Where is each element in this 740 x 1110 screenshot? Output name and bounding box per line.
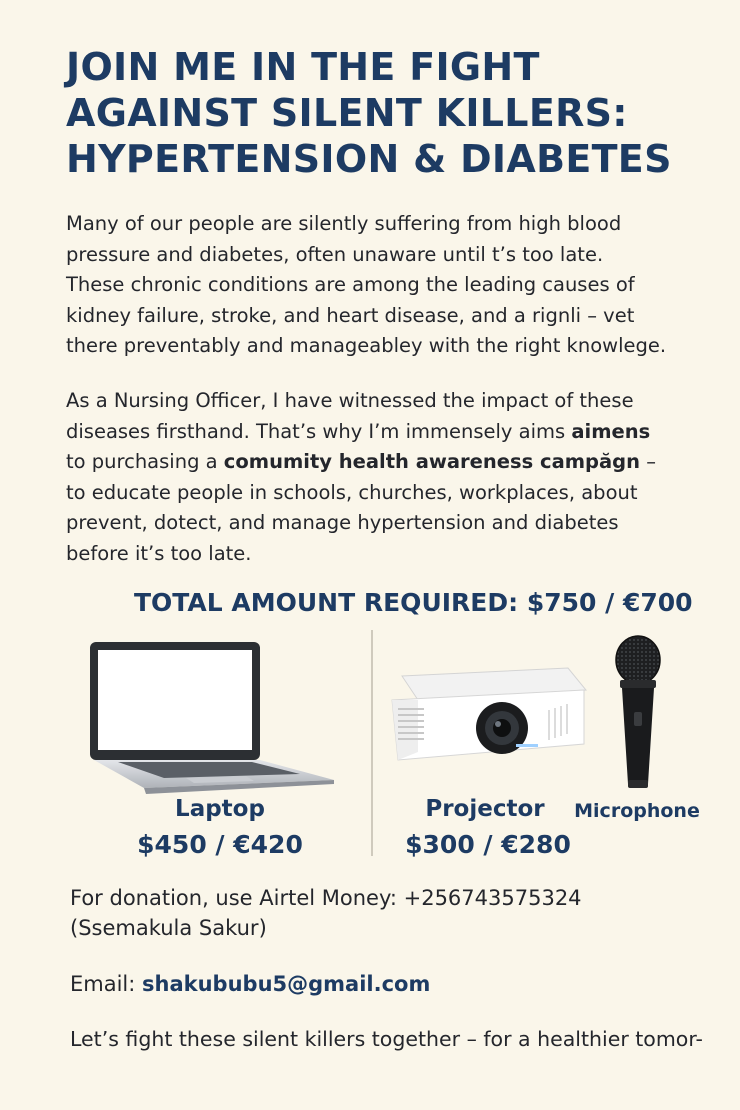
projector-icon [388, 660, 588, 766]
projector-label: Projector [425, 796, 545, 822]
paragraph-line [66, 447, 686, 478]
total-amount: TOTAL AMOUNT REQUIRED: $750 / €700 [134, 588, 693, 617]
paragraph-line [66, 417, 686, 448]
paragraph-text: – [640, 450, 656, 473]
paragraph-line: prevent, dotect, and manage hypertension and diabetes [66, 511, 619, 534]
page-title [66, 44, 706, 182]
laptop-label: Laptop [175, 796, 265, 822]
paragraph-text: diseases firsthand. That’s why I’m immensely aims [66, 419, 572, 443]
closing-line: Let’s fight these silent killers together – for a healthier tomor- [70, 1027, 703, 1051]
title-line: HYPERTENSION & DIABETES [66, 137, 672, 181]
donation-info [70, 883, 582, 943]
email-address[interactable]: shakububu5@gmail.com [142, 972, 431, 996]
email-line [70, 969, 430, 999]
microphone-label: Microphone [574, 800, 700, 822]
microphone-icon [612, 634, 664, 790]
projector-price: $300 / €280 [405, 830, 571, 859]
laptop-price: $450 / €420 [137, 830, 303, 859]
paragraph-line: kidney failure, stroke, and heart disease, and a rignli – vet [66, 303, 635, 327]
paragraph-line: before it’s too late. [66, 541, 252, 565]
paragraph-line: As a Nursing Officer, I have witnessed the impact of these [66, 389, 634, 412]
paragraph-line: there preventably and manageabley with the right knowlege. [66, 334, 667, 357]
campaign-name: comumity health awareness campăgn [223, 450, 640, 473]
title-line: JOIN ME IN THE FIGHT [66, 45, 540, 89]
title-line: AGAINST SILENT KILLERS: [66, 91, 628, 135]
divider [371, 630, 373, 856]
paragraph-line: pressure and diabetes, often unaware until t’s too late. [66, 242, 604, 266]
laptop-icon [86, 638, 338, 798]
paragraph-line: These chronic conditions are among the leading causes of [66, 273, 635, 296]
email-label: Email: [70, 972, 143, 996]
paragraph-line: Many of our people are silently suffering from high blood [66, 212, 622, 235]
donation-name: (Ssemakula Sakur) [70, 916, 267, 940]
paragraph-line: to educate people in schools, churches, workplaces, about [66, 480, 638, 504]
paragraph-bold-text: aimens [571, 419, 651, 443]
donation-line: For donation, use Airtel Money: +256743575324 [70, 886, 582, 910]
intro-paragraph [66, 209, 686, 362]
mission-paragraph [66, 386, 686, 569]
paragraph-text: to purchasing a [66, 450, 224, 473]
